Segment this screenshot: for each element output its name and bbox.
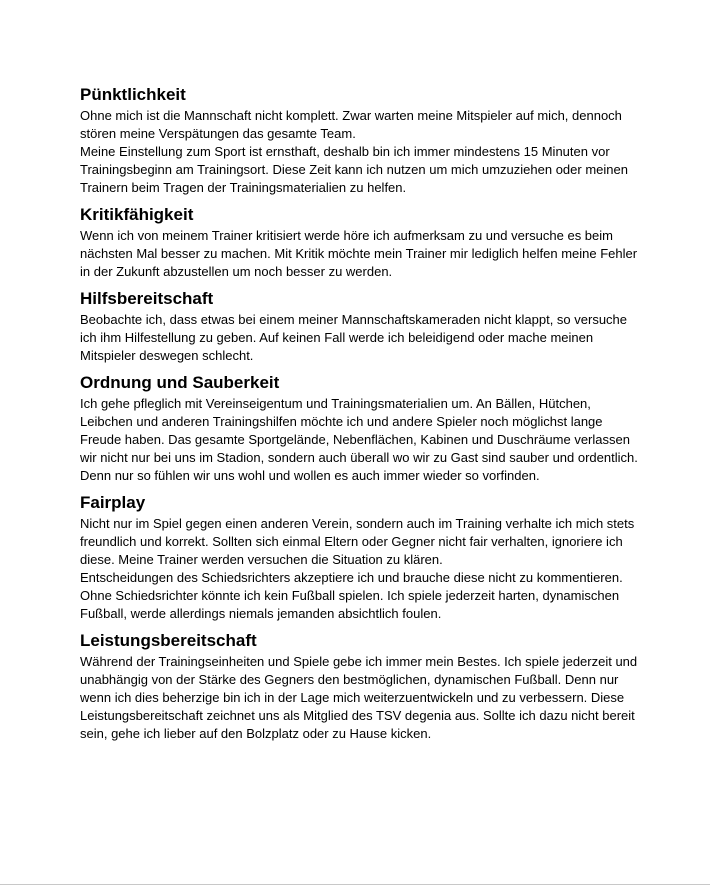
section-body (80, 395, 640, 485)
paragraph: Wenn ich von meinem Trainer kritisiert werde höre ich aufmerksam zu und versuche es beim nächsten Mal besser zu machen. Mit Kritik möchte mein Trainer mir lediglich helfen meine Fehler in der Zukunft abzustellen um noch besser zu werden. (80, 228, 638, 279)
section-fairplay (80, 492, 640, 623)
section-heading: Ordnung und Sauberkeit (80, 373, 280, 392)
section-body (80, 653, 640, 743)
section-kritikfaehigkeit (80, 204, 640, 281)
section-body (80, 311, 640, 365)
page-bottom-divider (0, 884, 710, 885)
section-body (80, 515, 640, 623)
section-heading: Pünktlichkeit (80, 85, 186, 104)
section-body (80, 227, 640, 281)
document-page (80, 84, 640, 750)
section-heading: Leistungsbereitschaft (80, 631, 257, 650)
section-ordnung-und-sauberkeit (80, 372, 640, 485)
paragraph: Ich gehe pfleglich mit Vereinseigentum und Trainingsmaterialien um. An Bällen, Hütchen, Leibchen und anderen Trainingshilfen möchte ich und andere Spieler noch möglichst lange Freude haben. Das gesamte Sportgelände, Nebenflächen, Kabinen und Duschräume verlassen wir nicht nur bei uns im Stadion, sondern auch überall wo wir zu Gast sind sauber und ordentlich. Denn nur so fühlen wir uns wohl und wollen es auch immer wieder so vorfinden. (80, 396, 638, 483)
paragraph: Entscheidungen des Schiedsrichters akzeptiere ich und brauche diese nicht zu kommentieren. Ohne Schiedsrichter könnte ich kein Fußball spielen. Ich spiele jederzeit harten, dynamischen Fußball, werde allerdings niemals jemanden absichtlich foulen. (80, 570, 623, 621)
section-body (80, 107, 640, 197)
paragraph: Meine Einstellung zum Sport ist ernsthaft, deshalb bin ich immer mindestens 15 Minuten vor Trainingsbeginn am Trainingsort. Diese Zeit kann ich nutzen um mich umzuziehen oder meinen Trainern beim Tragen der Trainingsmaterialien zu helfen. (80, 144, 628, 195)
section-leistungsbereitschaft (80, 630, 640, 743)
paragraph: Ohne mich ist die Mannschaft nicht komplett. Zwar warten meine Mitspieler auf mich, dennoch stören meine Verspätungen das gesamte Team. (80, 108, 622, 141)
section-hilfsbereitschaft (80, 288, 640, 365)
paragraph: Nicht nur im Spiel gegen einen anderen Verein, sondern auch im Training verhalte ich mich stets freundlich und korrekt. Sollten sich einmal Eltern oder Gegner nicht fair verhalten, ignoriere ich diese. Meine Trainer werden versuchen die Situation zu klären. (80, 516, 635, 567)
paragraph: Beobachte ich, dass etwas bei einem meiner Mannschaftskameraden nicht klappt, so versuche ich ihm Hilfestellung zu geben. Auf keinen Fall werde ich beleidigend oder mache meinen Mitspieler deswegen schlecht. (80, 312, 628, 363)
section-heading: Fairplay (80, 493, 146, 512)
section-puenktlichkeit (80, 84, 640, 197)
section-heading: Kritikfähigkeit (80, 205, 194, 224)
paragraph: Während der Trainingseinheiten und Spiele gebe ich immer mein Bestes. Ich spiele jederzeit und unabhängig von der Stärke des Gegners den bestmöglichen, dynamischen Fußball. Denn nur wenn ich dies beherzige bin ich in der Lage mich weiterzuentwickeln und zu verbessern. Diese Leistungsbereitschaft zeichnet uns als Mitglied des TSV degenia aus. Sollte ich dazu nicht bereit sein, gehe ich lieber auf den Bolzplatz oder zu Hause kicken. (80, 654, 638, 741)
section-heading: Hilfsbereitschaft (80, 289, 214, 308)
